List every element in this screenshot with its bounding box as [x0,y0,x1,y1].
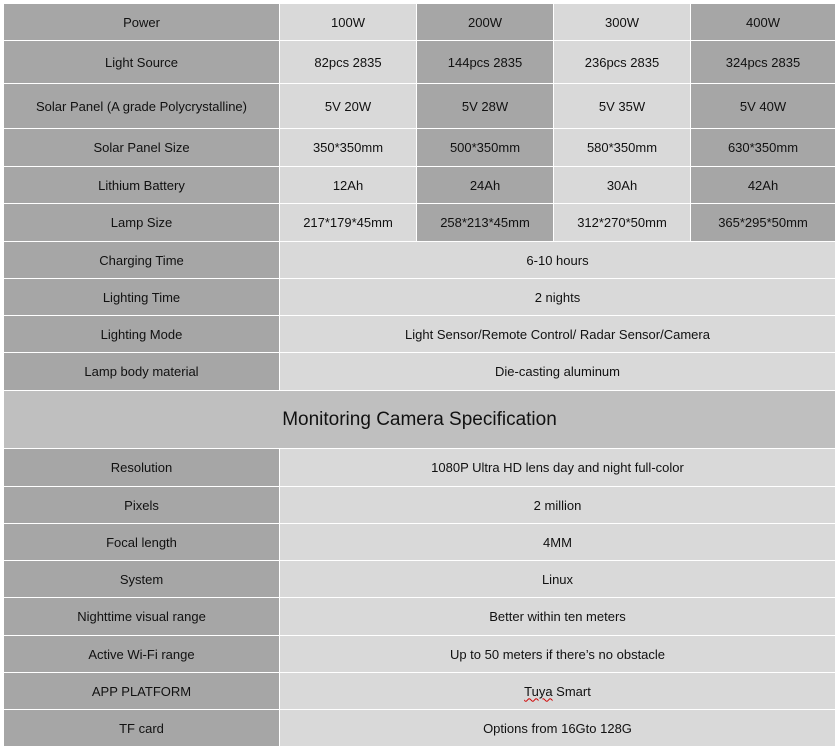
spec-row-light-source [4,41,836,84]
spec-label: Lighting Time [4,279,280,316]
spec-label: Solar Panel (A grade Polycrystalline) [4,84,280,129]
spec-value-300w: 300W [554,4,691,41]
spec-value-100w: 82pcs 2835 [280,41,417,84]
spec-label: Lithium Battery [4,167,280,204]
spec-row-lithium-battery [4,167,836,204]
spec-row-solar-panel-size [4,129,836,167]
camera-row-resolution [4,449,836,487]
spec-value-400w: 5V 40W [691,84,836,129]
spec-label: Lamp body material [4,353,280,391]
spec-table [3,3,836,747]
camera-row-focal-length [4,524,836,561]
spellcheck-word: Tuya [524,683,553,699]
spec-value: Light Sensor/Remote Control/ Radar Sensor/Camera [280,316,836,353]
spec-value-300w: 236pcs 2835 [554,41,691,84]
spec-label: APP PLATFORM [4,673,280,710]
spec-row-solar-panel [4,84,836,129]
spec-value-400w: 365*295*50mm [691,204,836,242]
spec-value-200w: 24Ah [417,167,554,204]
spec-label: Charging Time [4,242,280,279]
camera-row-system [4,561,836,598]
spec-value-100w: 217*179*45mm [280,204,417,242]
camera-row-tf-card [4,710,836,747]
spec-label: Resolution [4,449,280,487]
spec-value [280,673,836,710]
spec-value: Better within ten meters [280,598,836,636]
camera-row-pixels [4,487,836,524]
spec-value-200w: 258*213*45mm [417,204,554,242]
spec-label: Pixels [4,487,280,524]
spec-value: 6-10 hours [280,242,836,279]
camera-row-app-platform [4,673,836,710]
spec-value-suffix: Smart [552,683,591,699]
camera-section-title: Monitoring Camera Specification [4,391,836,449]
camera-section-row [4,391,836,449]
spec-value: Linux [280,561,836,598]
spec-value-100w: 5V 20W [280,84,417,129]
spec-value-200w: 144pcs 2835 [417,41,554,84]
spec-value-400w: 630*350mm [691,129,836,167]
spec-label: Solar Panel Size [4,129,280,167]
spec-label: Lighting Mode [4,316,280,353]
spec-label: Nighttime visual range [4,598,280,636]
spec-value-100w: 350*350mm [280,129,417,167]
spec-value-100w: 12Ah [280,167,417,204]
camera-row-wifi-range [4,636,836,673]
spec-row-power [4,4,836,41]
spec-label: Focal length [4,524,280,561]
spec-value: 2 million [280,487,836,524]
spec-value: 1080P Ultra HD lens day and night full-color [280,449,836,487]
spec-row-lamp-size [4,204,836,242]
spec-label: Lamp Size [4,204,280,242]
spec-value-200w: 500*350mm [417,129,554,167]
spec-row-lighting-time [4,279,836,316]
spec-value-400w: 324pcs 2835 [691,41,836,84]
camera-row-night-range [4,598,836,636]
spec-value-300w: 5V 35W [554,84,691,129]
spec-value-300w: 30Ah [554,167,691,204]
spec-value-400w: 400W [691,4,836,41]
spec-label: Active Wi-Fi range [4,636,280,673]
spec-row-lighting-mode [4,316,836,353]
spec-row-lamp-body-material [4,353,836,391]
spec-label: TF card [4,710,280,747]
spec-value-300w: 580*350mm [554,129,691,167]
spec-value-300w: 312*270*50mm [554,204,691,242]
spec-value-100w: 100W [280,4,417,41]
spec-value: Options from 16Gto 128G [280,710,836,747]
spec-value: 2 nights [280,279,836,316]
spec-value-400w: 42Ah [691,167,836,204]
spec-value-200w: 200W [417,4,554,41]
spec-value: Die-casting aluminum [280,353,836,391]
spec-value: 4MM [280,524,836,561]
spec-row-charging-time [4,242,836,279]
spec-label: System [4,561,280,598]
spec-label: Light Source [4,41,280,84]
spec-label: Power [4,4,280,41]
spec-value: Up to 50 meters if there’s no obstacle [280,636,836,673]
spec-value-200w: 5V 28W [417,84,554,129]
